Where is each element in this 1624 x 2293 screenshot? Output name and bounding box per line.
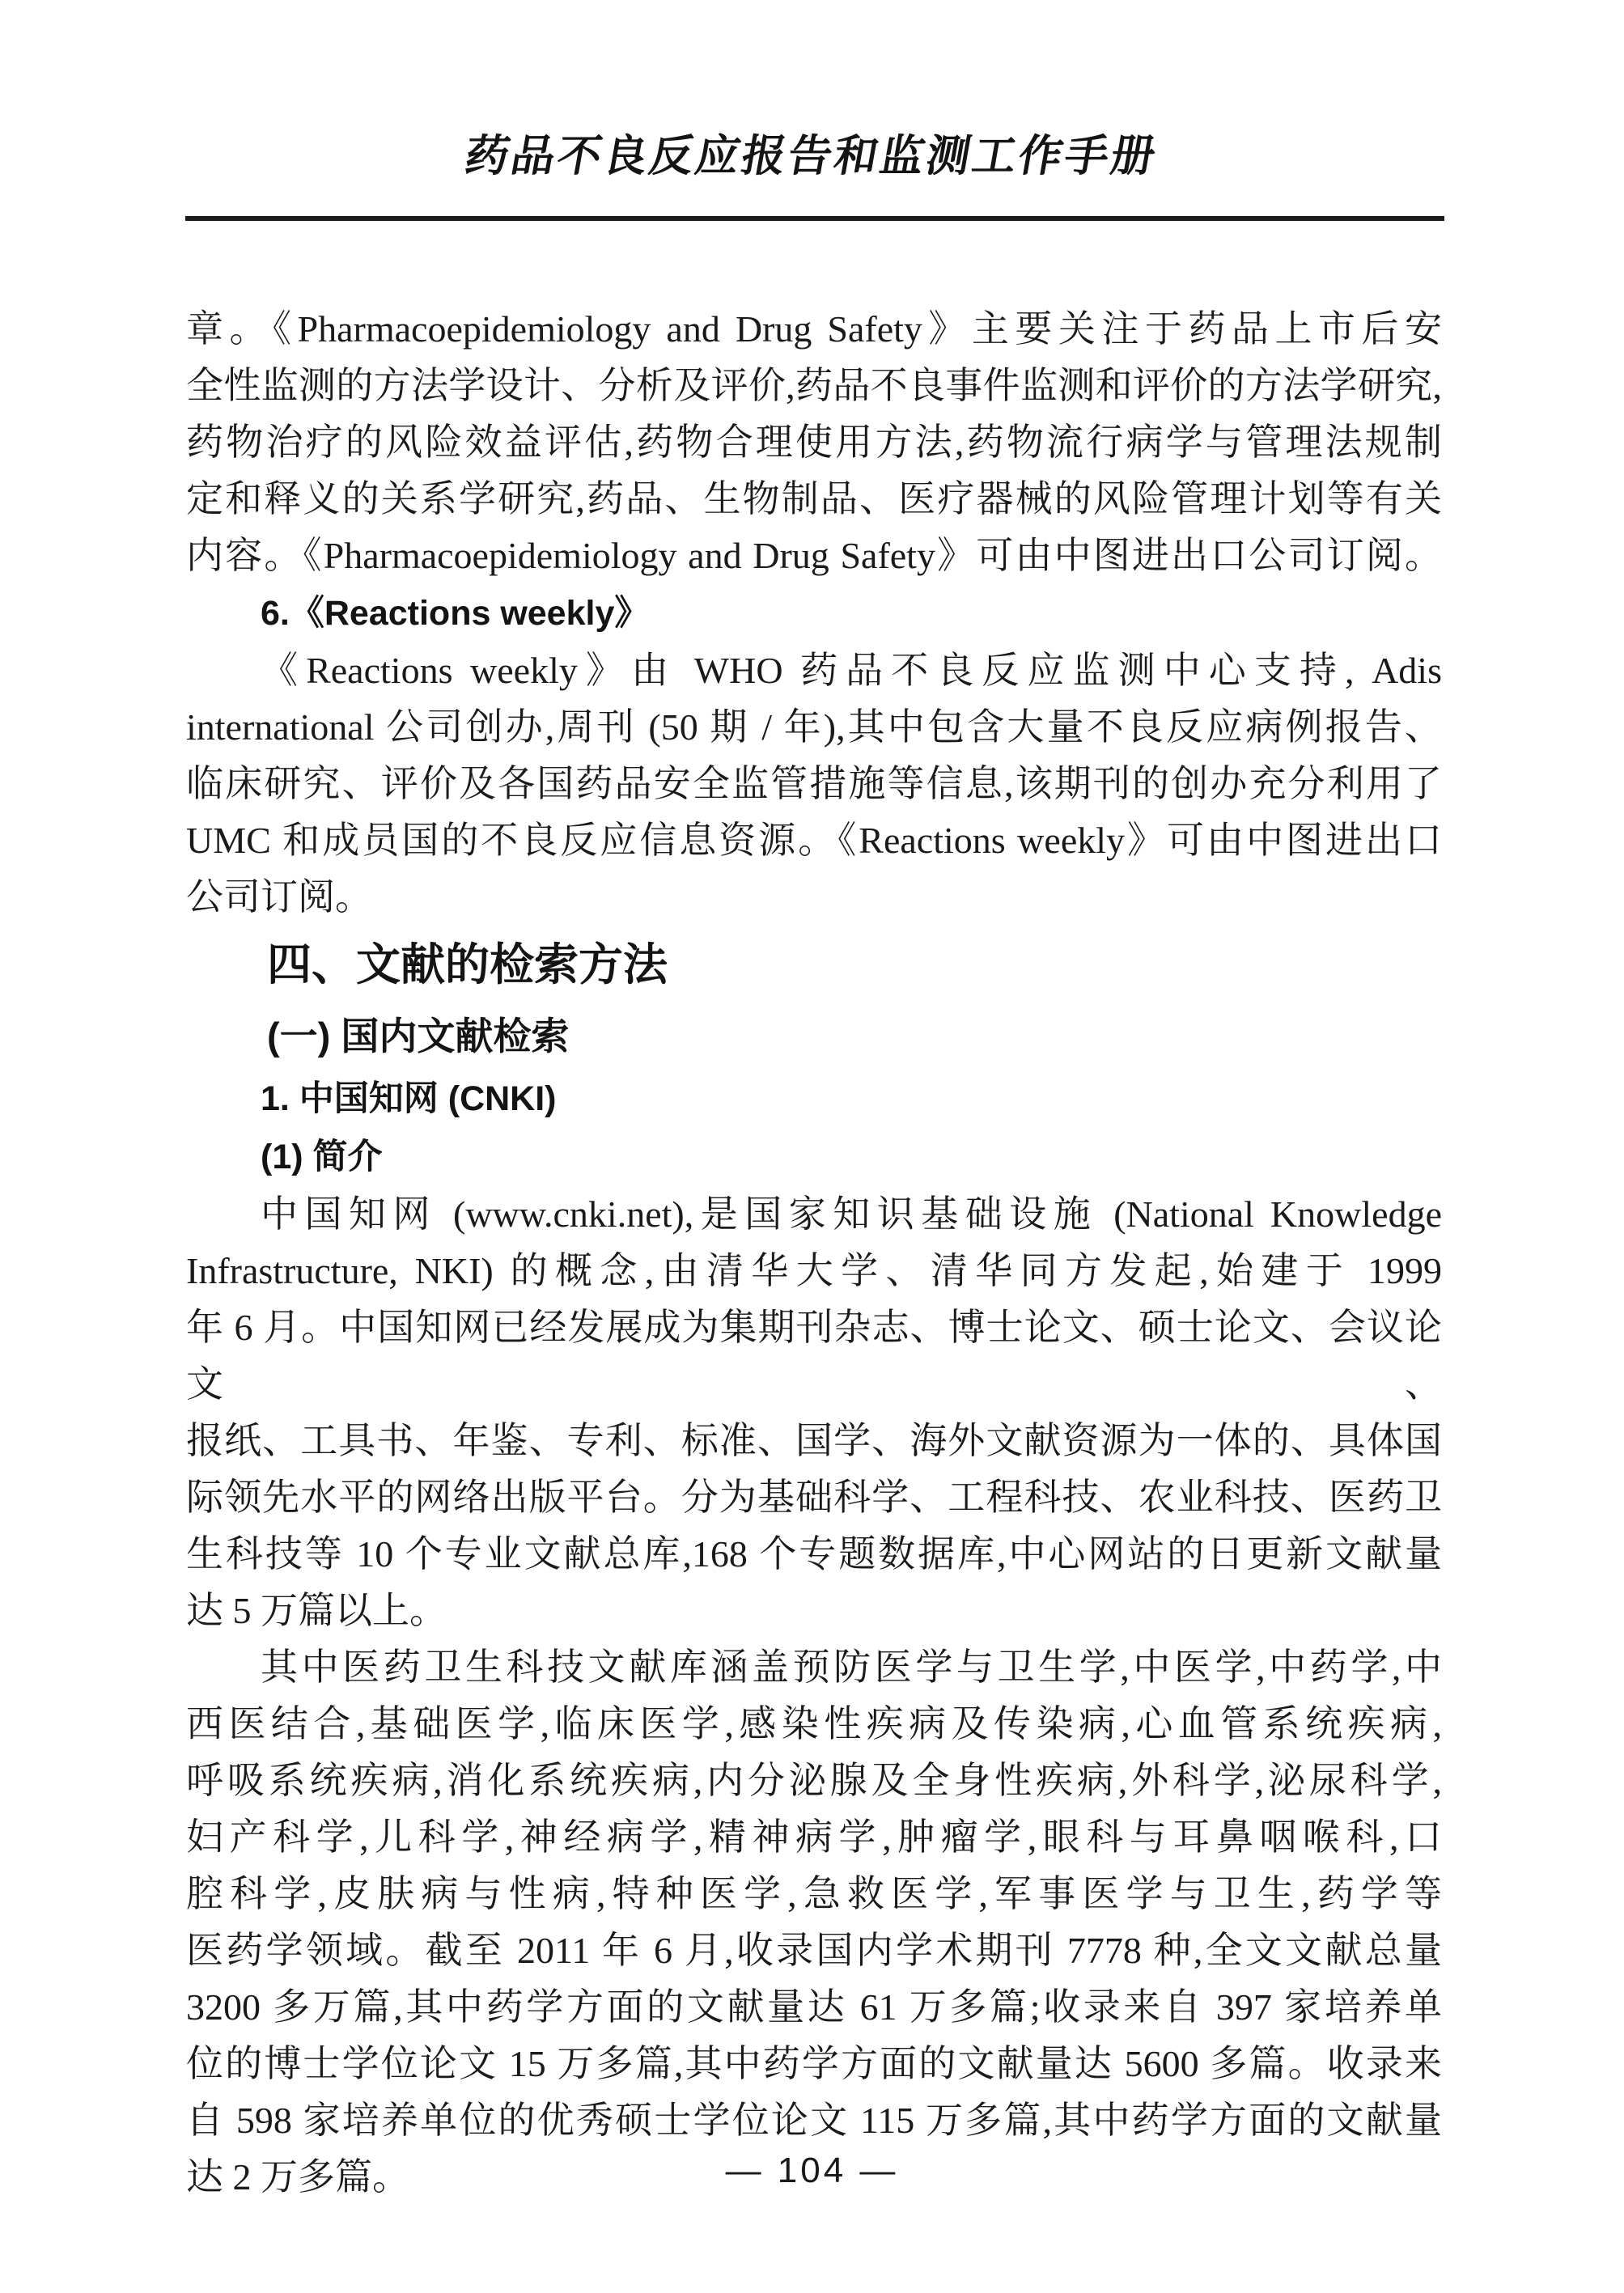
paragraph-line: international 公司创办,周刊 (50 期 / 年),其中包含大量不良反应病例报告、 [186, 706, 1442, 748]
paragraph-line: 定和释义的关系学研究,药品、生物制品、医疗器械的风险管理计划等有关 [186, 478, 1442, 519]
running-head-title: 药品不良反应报告和监测工作手册 [460, 132, 1162, 180]
entry-heading: 1. 中国知网 (CNKI) [261, 1079, 557, 1118]
header-rule [185, 216, 1444, 221]
paragraph-line: 公司订阅。 [186, 876, 372, 918]
paragraph-line: UMC 和成员国的不良反应信息资源。《Reactions weekly》可由中图进出口 [186, 820, 1442, 861]
paragraph-line: 腔科学,皮肤病与性病,特种医学,急救医学,军事医学与卫生,药学等 [186, 1873, 1442, 1914]
paragraph-line: 达 5 万篇以上。 [186, 1590, 447, 1631]
page-header [0, 121, 1624, 184]
paragraph-line: 西医结合,基础医学,临床医学,感染性疾病及传染病,心血管系统疾病, [186, 1703, 1442, 1744]
page-content [186, 301, 1442, 2206]
paragraph-line: 3200 多万篇,其中药学方面的文献量达 61 万多篇;收录来自 397 家培养单 [186, 1986, 1442, 2028]
paragraph-line: 全性监测的方法学设计、分析及评价,药品不良事件监测和评价的方法学研究, [186, 365, 1442, 406]
paragraph-line: 妇产科学,儿科学,神经病学,精神病学,肿瘤学,眼科与耳鼻咽喉科,口 [186, 1816, 1442, 1858]
paragraph-line: 达 2 万多篇。 [186, 2156, 409, 2198]
entry-heading: 6.《Reactions weekly》 [261, 594, 650, 633]
paragraph-line: 章。《Pharmacoepidemiology and Drug Safety》主要关注于药品上市后安 [186, 308, 1442, 350]
paragraph-line: 中国知网 (www.cnki.net),是国家知识基础设施 (National Knowledge [261, 1193, 1442, 1235]
paragraph-line: 年 6 月。中国知网已经发展成为集期刊杂志、博士论文、硕士论文、会议论文、 [186, 1307, 1442, 1405]
paragraph-line: 自 598 家培养单位的优秀硕士学位论文 115 万多篇,其中药学方面的文献量 [186, 2100, 1442, 2141]
paragraph-line: 报纸、工具书、年鉴、专利、标准、国学、海外文献资源为一体的、具体国 [186, 1420, 1442, 1461]
section-heading: 四、文献的检索方法 [267, 939, 668, 990]
paragraph-line: 际领先水平的网络出版平台。分为基础科学、工程科技、农业科技、医药卫 [186, 1477, 1442, 1518]
paragraph-line: 生科技等 10 个专业文献总库,168 个专题数据库,中心网站的日更新文献量 [186, 1533, 1442, 1575]
paragraph-line: 内容。《Pharmacoepidemiology and Drug Safety》可由中图进出口公司订阅。 [186, 535, 1442, 576]
entry-heading: (1) 简介 [261, 1138, 383, 1176]
paragraph-line: Infrastructure, NKI) 的概念,由清华大学、清华同方发起,始建于 1999 [186, 1250, 1442, 1291]
paragraph-line: 位的博士学位论文 15 万多篇,其中药学方面的文献量达 5600 多篇。收录来 [186, 2043, 1442, 2084]
paragraph-line: 医药学领域。截至 2011 年 6 月,收录国内学术期刊 7778 种,全文文献总量 [186, 1930, 1442, 1971]
paragraph-line: 其中医药卫生科技文献库涵盖预防医学与卫生学,中医学,中药学,中 [261, 1647, 1442, 1688]
paragraph-line: 临床研究、评价及各国药品安全监管措施等信息,该期刊的创办充分利用了 [186, 763, 1442, 804]
paragraph-line: 呼吸系统疾病,消化系统疾病,内分泌腺及全身性疾病,外科学,泌尿科学, [186, 1760, 1442, 1801]
paragraph-line: 药物治疗的风险效益评估,药物合理使用方法,药物流行病学与管理法规制 [186, 422, 1442, 463]
subsection-heading: (一) 国内文献检索 [267, 1015, 570, 1057]
page-number: — 104 — [725, 2151, 899, 2190]
paragraph-line: 《Reactions weekly》由 WHO 药品不良反应监测中心支持, Adis [261, 650, 1442, 691]
